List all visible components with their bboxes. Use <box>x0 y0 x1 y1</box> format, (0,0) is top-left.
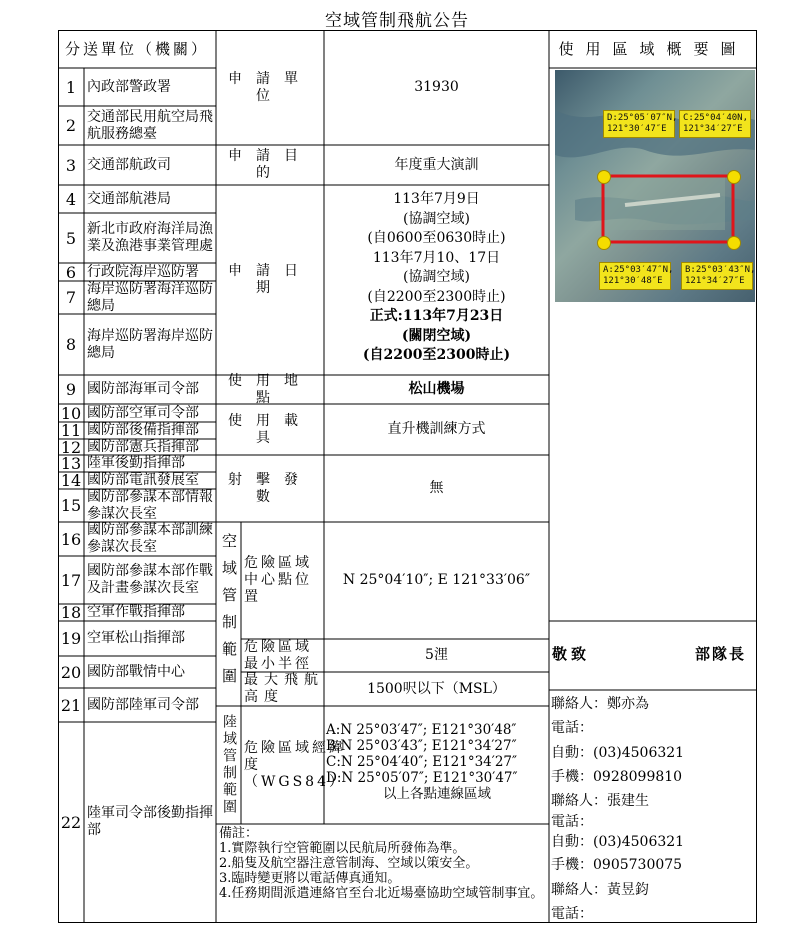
coord-point: D:N 25°05′07″; E121°30′47″ <box>326 770 518 786</box>
coord-point: C:N 25°04′40″; E121°34′27″ <box>326 754 518 770</box>
purpose-label: 申請目的 <box>228 148 312 181</box>
page-title: 空域管制飛航公告 <box>325 11 469 31</box>
note-item: 2.船隻及航空器注意管制海、空域以策安全。 <box>219 856 479 871</box>
contact-name: 聯絡人：鄭亦為 <box>551 696 649 712</box>
date-line-formal: 正式:113年7月23日 <box>369 308 504 324</box>
unit-name: 國防部戰情中心 <box>87 663 185 680</box>
unit-number: 9 <box>65 380 77 399</box>
vehicle-label: 使用載具 <box>228 412 312 446</box>
units-header: 分送單位（機關） <box>64 39 209 58</box>
unit-number: 11 <box>60 421 82 440</box>
date-line: 113年7月10、17日 <box>372 249 501 266</box>
unit-name: 海岸巡防署海岸巡防總局 <box>87 327 213 361</box>
contact-auto: 自動：(03)4506321 <box>551 834 685 851</box>
radius-label: 危險區域最小半徑 <box>244 638 312 672</box>
unit-name: 海岸巡防署海洋巡防總局 <box>87 280 213 314</box>
signature-greeting: 敬致 <box>552 645 591 663</box>
unit-name: 新北市政府海洋局漁業及漁港事業管理處 <box>87 221 213 254</box>
note-item: 4.任務期間派遣連絡官至台北近場臺協助空域管制事宜。 <box>219 886 544 901</box>
date-line: (自0600至0630時止) <box>367 230 506 246</box>
contact-auto: 自動：(03)4506321 <box>551 744 685 761</box>
shots-value: 無 <box>429 480 444 496</box>
applicant-label: 申請單位 <box>228 70 312 104</box>
point-c-marker <box>727 170 741 184</box>
date-value <box>324 190 549 372</box>
unit-number: 12 <box>60 437 82 457</box>
map-label-c: C:25°04′40N, 121°34′27″E <box>679 110 751 138</box>
date-line: (協調空域) <box>403 210 470 227</box>
unit-name: 國防部陸軍司令部 <box>87 696 199 713</box>
contact-name: 聯絡人：黃昱鈞 <box>551 881 649 898</box>
unit-number: 4 <box>65 189 77 209</box>
unit-number: 10 <box>60 403 82 423</box>
unit-number: 8 <box>65 335 77 354</box>
unit-number: 6 <box>65 262 77 282</box>
note-item: 3.臨時變更將以電話傳真通知。 <box>219 871 401 886</box>
date-label: 申請日期 <box>228 263 312 296</box>
point-d-marker <box>597 170 611 184</box>
coord-point: A:N 25°03′47″; E121°30′48″ <box>326 722 517 738</box>
contact-phone-label: 電話： <box>551 906 593 923</box>
unit-name: 國防部憲兵指揮部 <box>87 438 199 455</box>
unit-number: 15 <box>60 496 82 515</box>
unit-name: 交通部民用航空局飛航服務總臺 <box>87 108 213 142</box>
map-label-d: D:25°05′07″N, 121°30′47″E <box>603 110 675 138</box>
unit-number: 16 <box>60 529 82 549</box>
point-a-marker <box>597 236 611 250</box>
unit-name: 交通部航港局 <box>87 190 171 207</box>
contact-name: 聯絡人：張建生 <box>551 793 649 810</box>
altitude-label: 最大飛航高度 <box>244 672 324 705</box>
unit-name: 陸軍後勤指揮部 <box>87 455 185 471</box>
date-line-formal: (關閉空域) <box>401 327 472 344</box>
unit-name: 國防部海軍司令部 <box>87 381 199 397</box>
note-item: 1.實際執行空管範圍以民航局所發佈為準。 <box>219 841 466 856</box>
radius-value: 5浬 <box>425 647 448 663</box>
airspace-label: 空域管制範圍 <box>220 533 238 695</box>
unit-number: 1 <box>65 77 77 97</box>
unit-number: 17 <box>60 570 82 590</box>
unit-name: 國防部後備指揮部 <box>87 422 199 438</box>
map-header: 使用區域概要圖 <box>558 39 748 58</box>
unit-name: 國防部參謀本部訓練參謀次長室 <box>87 522 213 555</box>
unit-name: 交通部航政司 <box>87 156 171 173</box>
unit-number: 20 <box>60 662 82 682</box>
unit-number: 18 <box>60 603 82 622</box>
unit-number: 21 <box>60 695 82 715</box>
place-label: 使用地點 <box>228 372 312 406</box>
date-line: 113年7月9日 <box>393 191 480 207</box>
purpose-value: 年度重大演訓 <box>394 156 479 173</box>
shots-label: 射擊發數 <box>228 471 312 505</box>
coord-point: B:N 25°03′43″; E121°34′27″ <box>326 738 517 754</box>
altitude-value: 1500呎以下（MSL） <box>367 680 506 697</box>
coords-note: 以上各點連線區域 <box>383 786 491 802</box>
unit-name: 陸軍司令部後勤指揮部 <box>87 805 213 838</box>
unit-name: 國防部電訊發展室 <box>87 472 199 488</box>
date-line: (自2200至2300時止) <box>367 288 506 305</box>
unit-number: 2 <box>65 116 77 135</box>
coord-label: 危險區域經緯度（WGS84） <box>244 739 346 790</box>
contact-phone-label: 電話： <box>551 814 593 831</box>
area-map <box>555 70 755 302</box>
point-b-marker <box>727 236 741 250</box>
unit-name: 國防部參謀本部情報參謀次長室 <box>87 488 213 522</box>
unit-number: 14 <box>60 471 82 490</box>
unit-number: 5 <box>65 228 77 248</box>
signature-title: 部隊長 <box>695 645 747 663</box>
coords-value <box>326 722 548 822</box>
notes-title: 備註： <box>219 826 259 841</box>
unit-name: 內政部警政署 <box>87 78 171 95</box>
unit-name: 國防部空軍司令部 <box>87 404 199 421</box>
notes <box>219 826 547 922</box>
contact-phone-label: 電話： <box>551 720 593 737</box>
center-label: 危險區域中心點位置 <box>244 555 312 605</box>
date-line: (協調空域) <box>403 269 470 285</box>
unit-name: 行政院海岸巡防署 <box>87 263 199 280</box>
applicant-value: 31930 <box>414 79 459 95</box>
unit-number: 7 <box>65 288 77 307</box>
contacts <box>551 692 756 923</box>
unit-name: 空軍作戰指揮部 <box>87 604 185 620</box>
unit-number: 3 <box>65 155 77 175</box>
date-line-formal: (自2200至2300時止) <box>362 347 511 363</box>
vehicle-value: 直升機訓練方式 <box>387 421 486 437</box>
map-label-a: A:25°03′47″N, 121°30′48″E <box>599 262 671 290</box>
unit-name: 國防部參謀本部作戰及計畫參謀次長室 <box>87 563 213 596</box>
unit-number: 19 <box>60 629 82 648</box>
land-label: 陸域管制範圍 <box>221 714 237 816</box>
contact-mobile: 手機：0928099810 <box>551 768 683 785</box>
center-value: N 25°04′10″; E 121°33′06″ <box>342 572 531 588</box>
unit-number: 22 <box>60 812 82 832</box>
contact-mobile: 手機：0905730075 <box>551 857 683 874</box>
unit-number: 13 <box>60 454 82 473</box>
map-label-b: B:25°03′43″N, 121°34′27″E <box>681 262 753 290</box>
unit-name: 空軍松山指揮部 <box>87 630 185 646</box>
place-value: 松山機場 <box>408 381 465 397</box>
